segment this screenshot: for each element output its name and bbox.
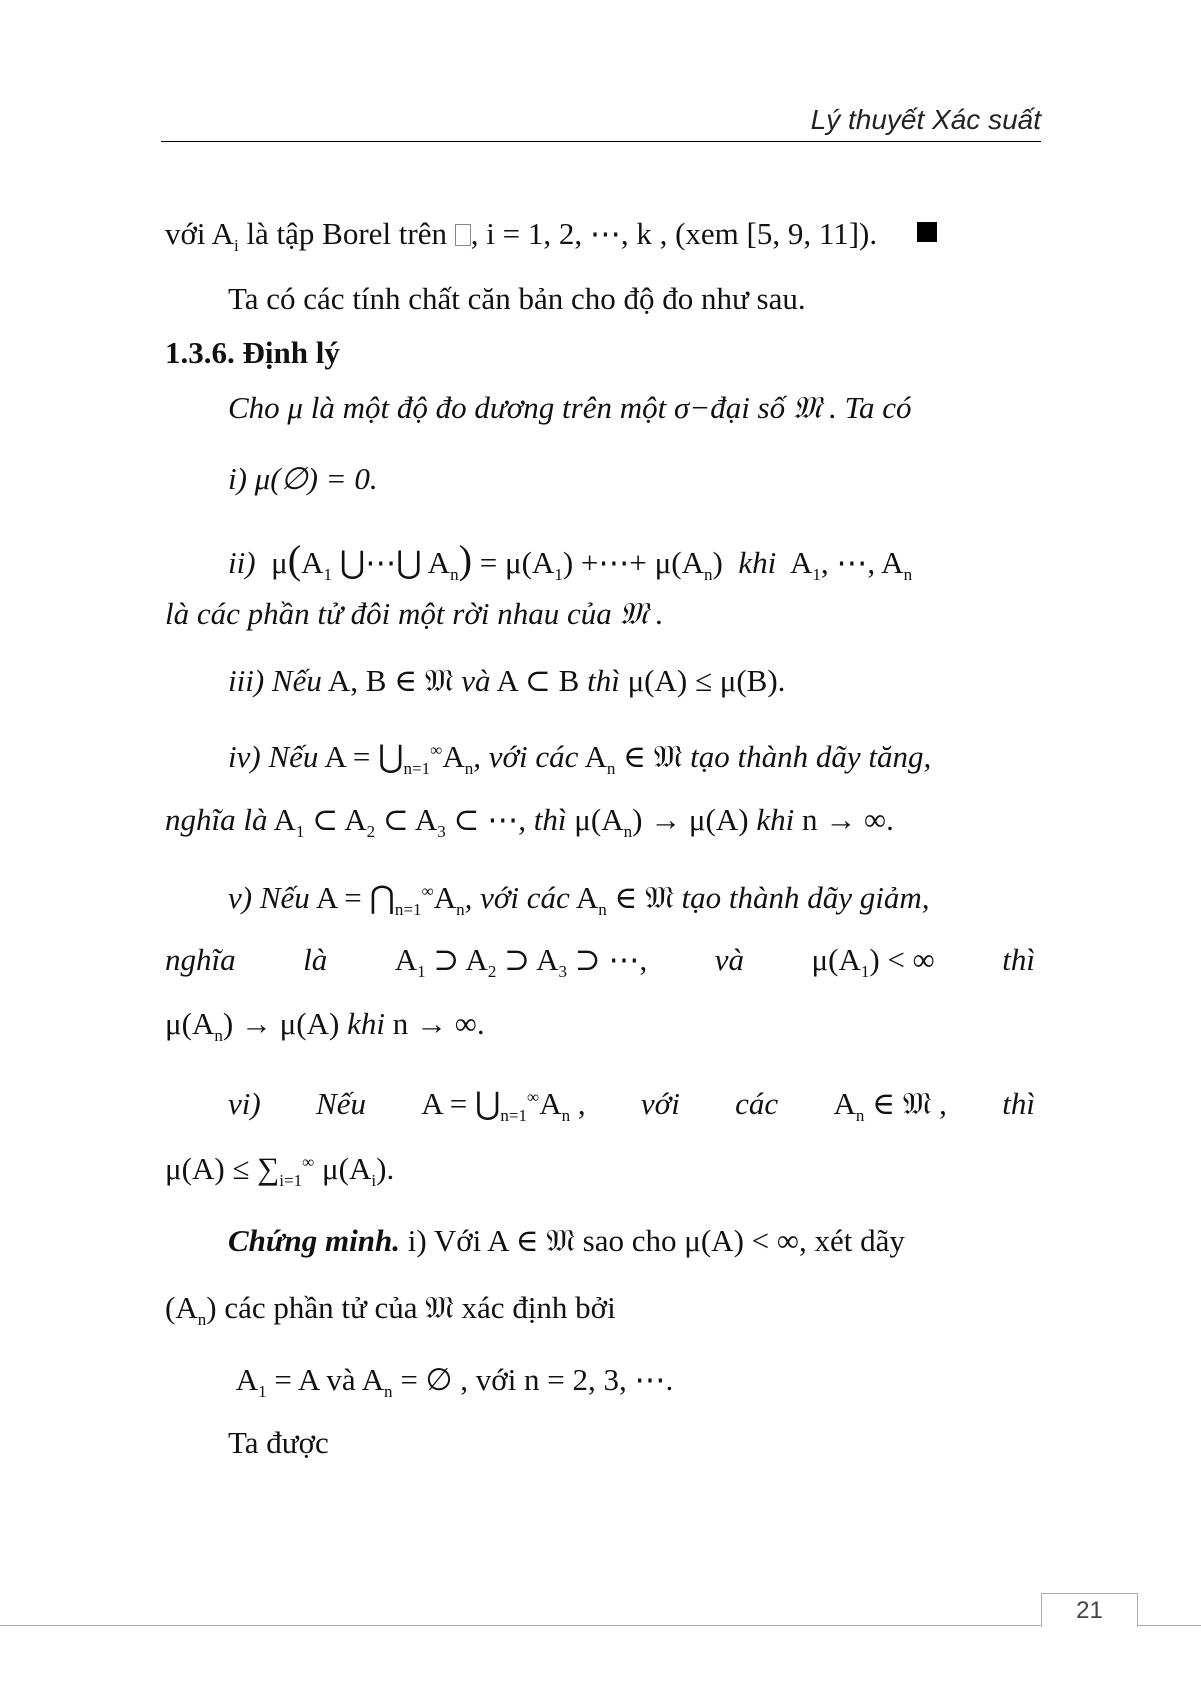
- item-v: v) Nếu $A = ⋂_{n=1}^\infty A_n$, với các $A_n$ ∈ 𝔐 tạo thành dãy giảm,: [228, 880, 930, 920]
- item-iii: iii) Nếu A, B ∈ 𝔐 và A ⊂ B thì μ(A) ≤ μ(B).: [228, 663, 786, 698]
- footer-rule: [0, 1625, 1201, 1626]
- header-rule: [161, 141, 1041, 142]
- line-2: Ta có các tính chất căn bản cho độ đo như sau.: [228, 281, 806, 316]
- item-ii-cont: là các phần tử đôi một rời nhau của 𝔐 .: [165, 596, 664, 631]
- end-of-proof-icon: [917, 222, 937, 242]
- line-1: với $A_i$ là tập Borel trên , i = 1, 2, ⋯, k , (xem [5, 9, 11]).: [165, 218, 1201, 254]
- item-iv: iv) Nếu $A = ⋃_{n=1}^\infty A_n$, với các $A_n$ ∈ 𝔐 tạo thành dãy tăng,: [228, 739, 932, 779]
- item-v-cont2: $\mu(A_n) \to \mu(A)$ khi n → ∞.: [165, 1006, 485, 1046]
- theorem-statement: Cho μ là một độ đo dương trên một σ−đại số 𝔐 . Ta có: [228, 390, 912, 425]
- item-iv-cont: nghĩa là $A_1$ ⊂ $A_2$ ⊂ $A_3$ ⊂ ⋯, thì $\mu(A_n) \to \mu(A)$ khi n → ∞.: [165, 802, 894, 842]
- item-i: i) μ(∅) = 0.: [228, 461, 378, 496]
- item-vi-cont: $\mu(A) \le \sum_{i=1}^\infty$ $\mu(A_i)$.: [165, 1151, 395, 1191]
- proof-line-4: Ta được: [228, 1425, 329, 1460]
- item-ii: ii) $\mu(A_1$ ⋃⋯⋃ $A_n) = \mu(A_1)$ +⋯+ $\mu(A_n)$ khi $A_1$, ⋯, $A_n$: [228, 537, 913, 585]
- running-header: Lý thuyết Xác suất: [810, 104, 1041, 135]
- theorem-title: 1.3.6. Định lý: [165, 335, 340, 370]
- missing-glyph-box: [455, 224, 471, 246]
- proof-line-1: Chứng minh. i) Với A ∈ 𝔐 sao cho μ(A) < ∞, xét dãy: [228, 1223, 905, 1258]
- page-number: 21: [1041, 1593, 1138, 1627]
- proof-line-2: $(A_n)$ các phần tử của 𝔐 xác định bởi: [165, 1290, 616, 1330]
- item-vi: vi) Nếu $A = ⋃_{n=1}^\infty A_n$ , với các $A_n$ ∈ 𝔐 , thì: [228, 1086, 1035, 1126]
- proof-line-3: $A_1 = A$ và $A_n$ = ∅ , với n = 2, 3, ⋯.: [235, 1362, 674, 1402]
- item-v-cont: nghĩa là $A_1$ ⊃ $A_2$ ⊃ $A_3$ ⊃ ⋯, và $\mu(A_1)$ < ∞ thì: [165, 942, 1035, 982]
